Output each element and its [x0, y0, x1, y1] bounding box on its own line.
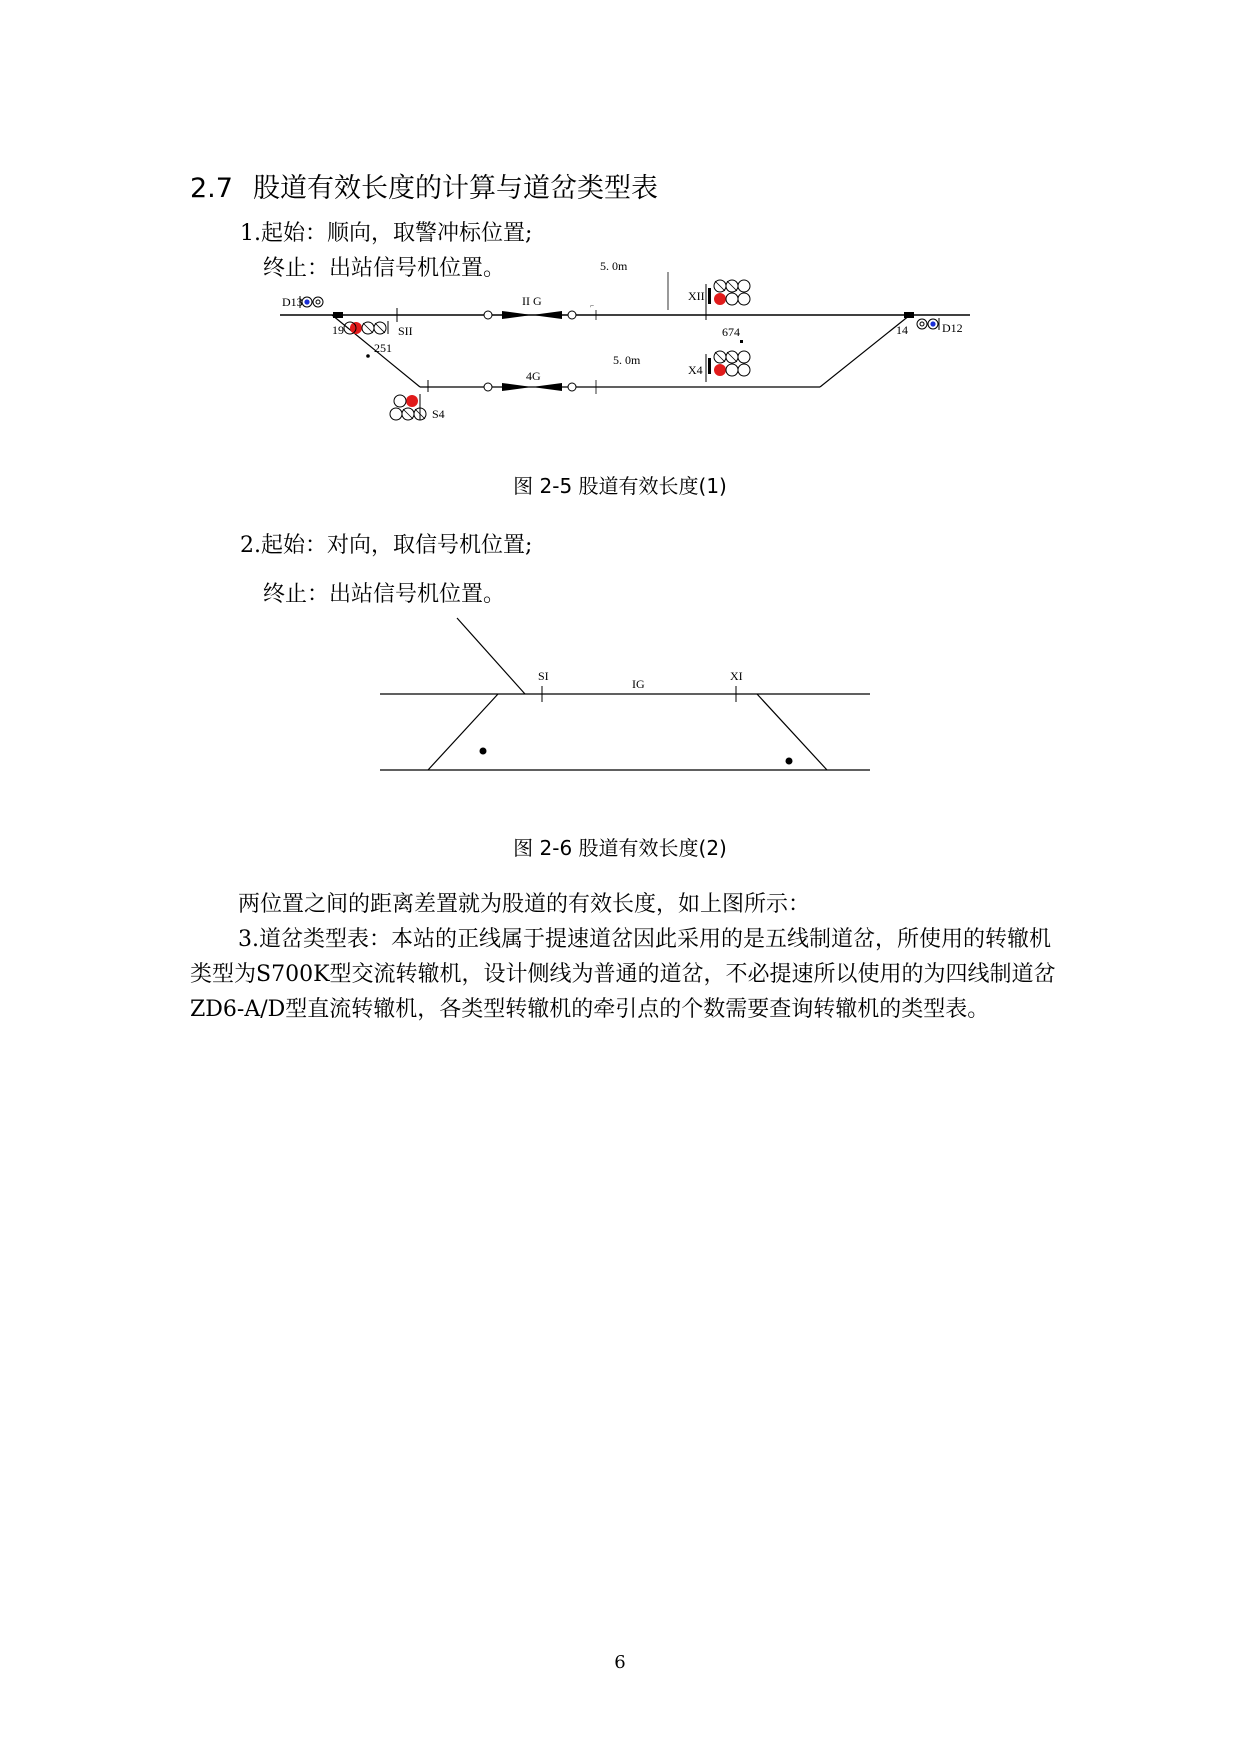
g4-marker-right [568, 383, 576, 391]
rule2-end: 终止：出站信号机位置。 [263, 582, 506, 607]
page-number: 6 [614, 1652, 626, 1673]
section-heading [190, 166, 658, 205]
switch-point-251 [366, 354, 370, 358]
switch-point-674 [740, 340, 743, 343]
label-d13: D13 [282, 295, 303, 309]
label-x4: X4 [688, 363, 703, 377]
switch-point-right [786, 758, 793, 765]
label-iig: II G [522, 294, 542, 308]
g4-marker-left [484, 383, 492, 391]
figure2-track-layout [380, 615, 870, 780]
label-251: 251 [374, 341, 392, 355]
label-19: 19 [332, 323, 344, 337]
paragraph-2: 3.道岔类型表：本站的正线属于提速道岔因此采用的是五线制道岔，所使用的转辙机类型为S700K型交流转辙机，设计侧线为普通的道岔，不必提速所以使用的为四线制道岔ZD6-A/D型直流转辙机，各类型转辙机的牵引点的个数需要查询转辙机的类型表。 [190, 927, 1056, 1022]
d13-lamp-white [313, 297, 323, 307]
iig-marker-right [568, 311, 576, 319]
label-si: SI [538, 669, 549, 683]
insulation-block-19 [333, 312, 343, 318]
d12-lamp-blue [930, 321, 935, 326]
xii-lamp-red [714, 293, 726, 305]
label-dist-top: 5. 0m [600, 259, 628, 273]
s4-lamp-red [406, 395, 418, 407]
rule1-end: 终止：出站信号机位置。 [263, 256, 506, 281]
label-sii: SII [398, 324, 413, 338]
section-title: 股道有效长度的计算与道岔类型表 [252, 173, 658, 204]
label-674: 674 [722, 325, 740, 339]
iig-arrow-right [532, 311, 562, 319]
section-number: 2.7 [190, 173, 233, 204]
g4-arrow-right [532, 383, 562, 391]
label-4g: 4G [526, 369, 541, 383]
body-text [190, 887, 1060, 1027]
paragraph-1: 两位置之间的距离差置就为股道的有效长度，如上图所示： [238, 892, 811, 917]
rule2-start: 2.起始：对向，取信号机位置; [240, 533, 533, 558]
branch-track-line [457, 618, 525, 694]
label-14: 14 [896, 323, 908, 337]
rule1-start: 1.起始：顺向，取警冲标位置; [240, 221, 533, 246]
d12-lamp-white [917, 319, 927, 329]
crossover-right [757, 694, 827, 770]
label-xi: XI [730, 669, 743, 683]
label-s4: S4 [432, 407, 445, 421]
crossover-left [428, 694, 498, 770]
x4-lamp-red [714, 364, 726, 376]
label-xii: XII [688, 289, 705, 303]
figure1-caption: 图 2-5 股道有效长度(1) [513, 474, 727, 498]
iig-arrow-left [502, 311, 532, 319]
figure2-caption: 图 2-6 股道有效长度(2) [513, 836, 727, 860]
label-dist-mid: 5. 0m [613, 353, 641, 367]
label-d12: D12 [942, 321, 963, 335]
iig-joint-top: ⌐ [590, 302, 594, 310]
insulation-block-14 [904, 312, 914, 318]
iig-marker-left [484, 311, 492, 319]
d13-lamp-blue [304, 299, 309, 304]
g4-arrow-left [502, 383, 532, 391]
label-ig: IG [632, 677, 645, 691]
switch-point-left [480, 748, 487, 755]
